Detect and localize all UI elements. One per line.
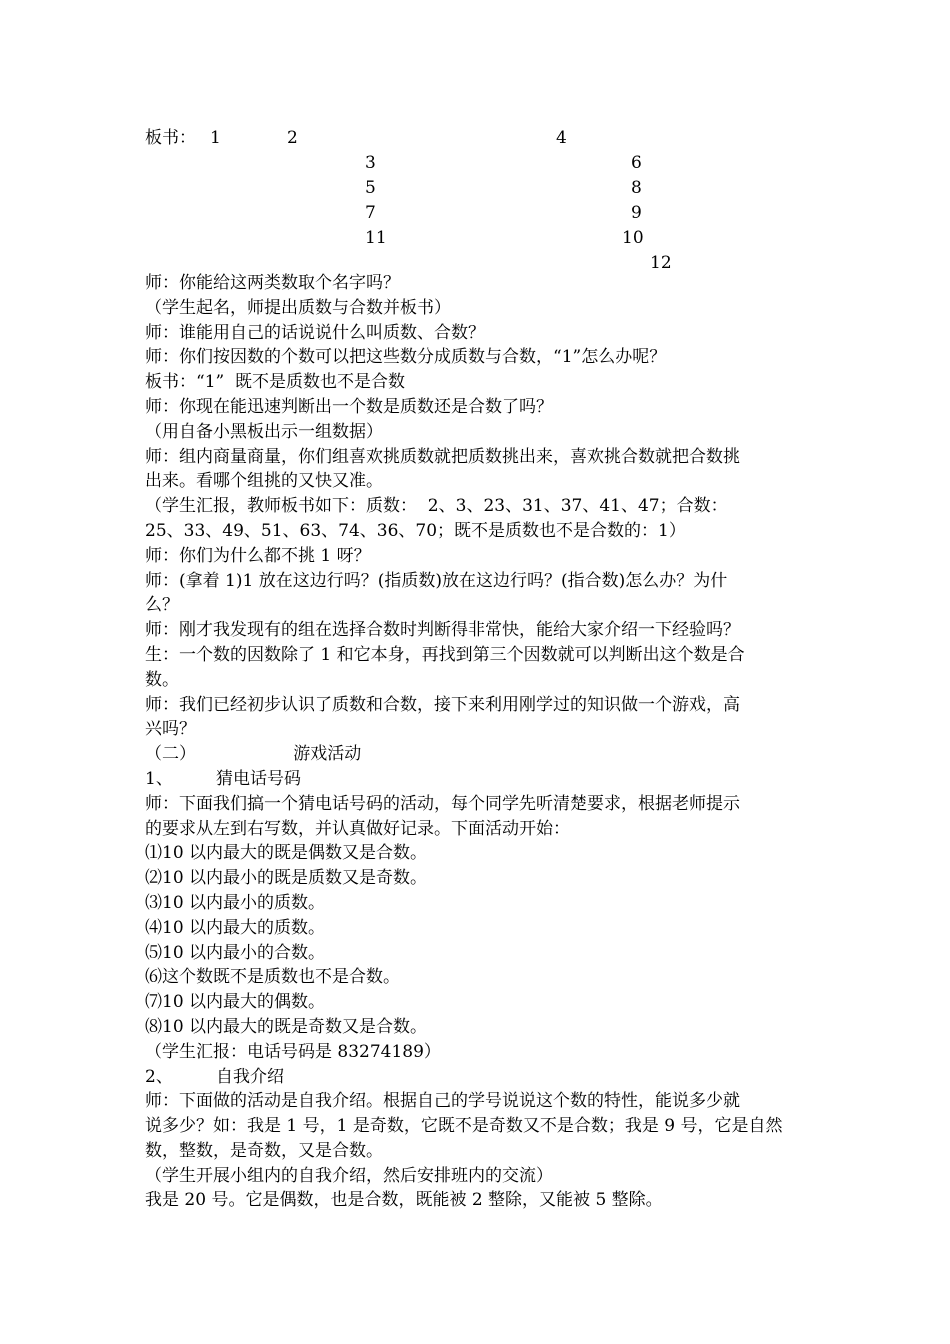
text-line: 数。 (145, 669, 179, 690)
board-number: 4 (556, 128, 567, 148)
board-label: 板书： (145, 128, 196, 148)
text-line: （学生起名，师提出质数与合数并板书） (145, 297, 451, 318)
text-line: 师：下面我们搞一个猜电话号码的活动，每个同学先听清楚要求，根据老师提示 (145, 793, 740, 814)
section-heading: （二） 游戏活动 (145, 744, 362, 765)
text-line: 师：你现在能迅速判断出一个数是质数还是合数了吗？ (145, 396, 553, 417)
board-number: 5 (365, 178, 376, 198)
subsection-heading: 2、 自我介绍 (145, 1066, 285, 1087)
text-line: 师：刚才我发现有的组在选择合数时判断得非常快，能给大家介绍一下经验吗？ (145, 620, 740, 641)
board-number: 12 (650, 253, 672, 273)
list-item: ⑵10 以内最小的既是质数又是奇数。 (145, 868, 428, 889)
board-number: 9 (631, 203, 642, 223)
text-line: （用自备小黑板出示一组数据） (145, 421, 383, 442)
text-line: 师：我们已经初步认识了质数和合数，接下来利用刚学过的知识做一个游戏，高 (145, 694, 740, 715)
text-line: 生：一个数的因数除了 1 和它本身，再找到第三个因数就可以判断出这个数是合 (145, 644, 745, 665)
text-line: 师：组内商量商量，你们组喜欢挑质数就把质数挑出来，喜欢挑合数就把合数挑 (145, 446, 740, 467)
board-number: 11 (365, 228, 387, 248)
text-line: 数，整数，是奇数，又是合数。 (145, 1140, 383, 1161)
text-line: （学生开展小组内的自我介绍，然后安排班内的交流） (145, 1165, 553, 1186)
list-item: ⑸10 以内最小的合数。 (145, 942, 326, 963)
board-number: 2 (287, 128, 298, 148)
text-line: （学生汇报，教师板书如下：质数： 2、3、23、31、37、41、47；合数： (145, 496, 728, 517)
board-number: 3 (365, 153, 376, 173)
text-line: 的要求从左到右写数，并认真做好记录。下面活动开始： (145, 818, 570, 839)
text-line: 师：你能给这两类数取个名字吗？ (145, 273, 400, 293)
text-line: 板书：“1” 既不是质数也不是合数 (145, 372, 406, 393)
text-line: 么？ (145, 595, 179, 616)
text-line: 出来。看哪个组挑的又快又准。 (145, 471, 383, 492)
board-number: 6 (631, 153, 642, 173)
text-line: 师：下面做的活动是自我介绍。根据自己的学号说说这个数的特性，能说多少就 (145, 1091, 740, 1112)
list-item: ⑹这个数既不是质数也不是合数。 (145, 967, 400, 988)
text-line: 25、33、49、51、63、74、36、70；既不是质数也不是合数的：1） (145, 520, 686, 541)
board-number: 10 (622, 228, 644, 248)
list-item: ⑴10 以内最大的既是偶数又是合数。 (145, 843, 428, 864)
text-line: 师：谁能用自己的话说说什么叫质数、合数？ (145, 322, 485, 343)
board-number: 8 (631, 178, 642, 198)
list-item: ⑶10 以内最小的质数。 (145, 892, 326, 913)
body-text (145, 271, 813, 1213)
board-number: 7 (365, 203, 376, 223)
text-line: 师：你们为什么都不挑 1 呀？ (145, 545, 371, 566)
text-line: 我是 20 号。它是偶数，也是合数，既能被 2 整除，又能被 5 整除。 (145, 1190, 663, 1211)
list-item: ⑻10 以内最大的既是奇数又是合数。 (145, 1016, 428, 1037)
subsection-heading: 1、 猜电话号码 (145, 768, 302, 789)
text-line: 师：你们按因数的个数可以把这些数分成质数与合数，“1”怎么办呢？ (145, 347, 667, 368)
board-number: 1 (210, 128, 221, 148)
list-item: ⑷10 以内最大的质数。 (145, 917, 326, 938)
text-line: （学生汇报：电话号码是 83274189） (145, 1041, 441, 1062)
text-line: 兴吗？ (145, 719, 196, 740)
text-line: 师：(拿着 1)1 放在这边行吗？(指质数)放在这边行吗？(指合数)怎么办？为什 (145, 570, 728, 591)
text-line: 说多少？如：我是 1 号，1 是奇数，它既不是奇数又不是合数；我是 9 号，它是自然 (145, 1116, 783, 1137)
list-item: ⑺10 以内最大的偶数。 (145, 992, 326, 1013)
